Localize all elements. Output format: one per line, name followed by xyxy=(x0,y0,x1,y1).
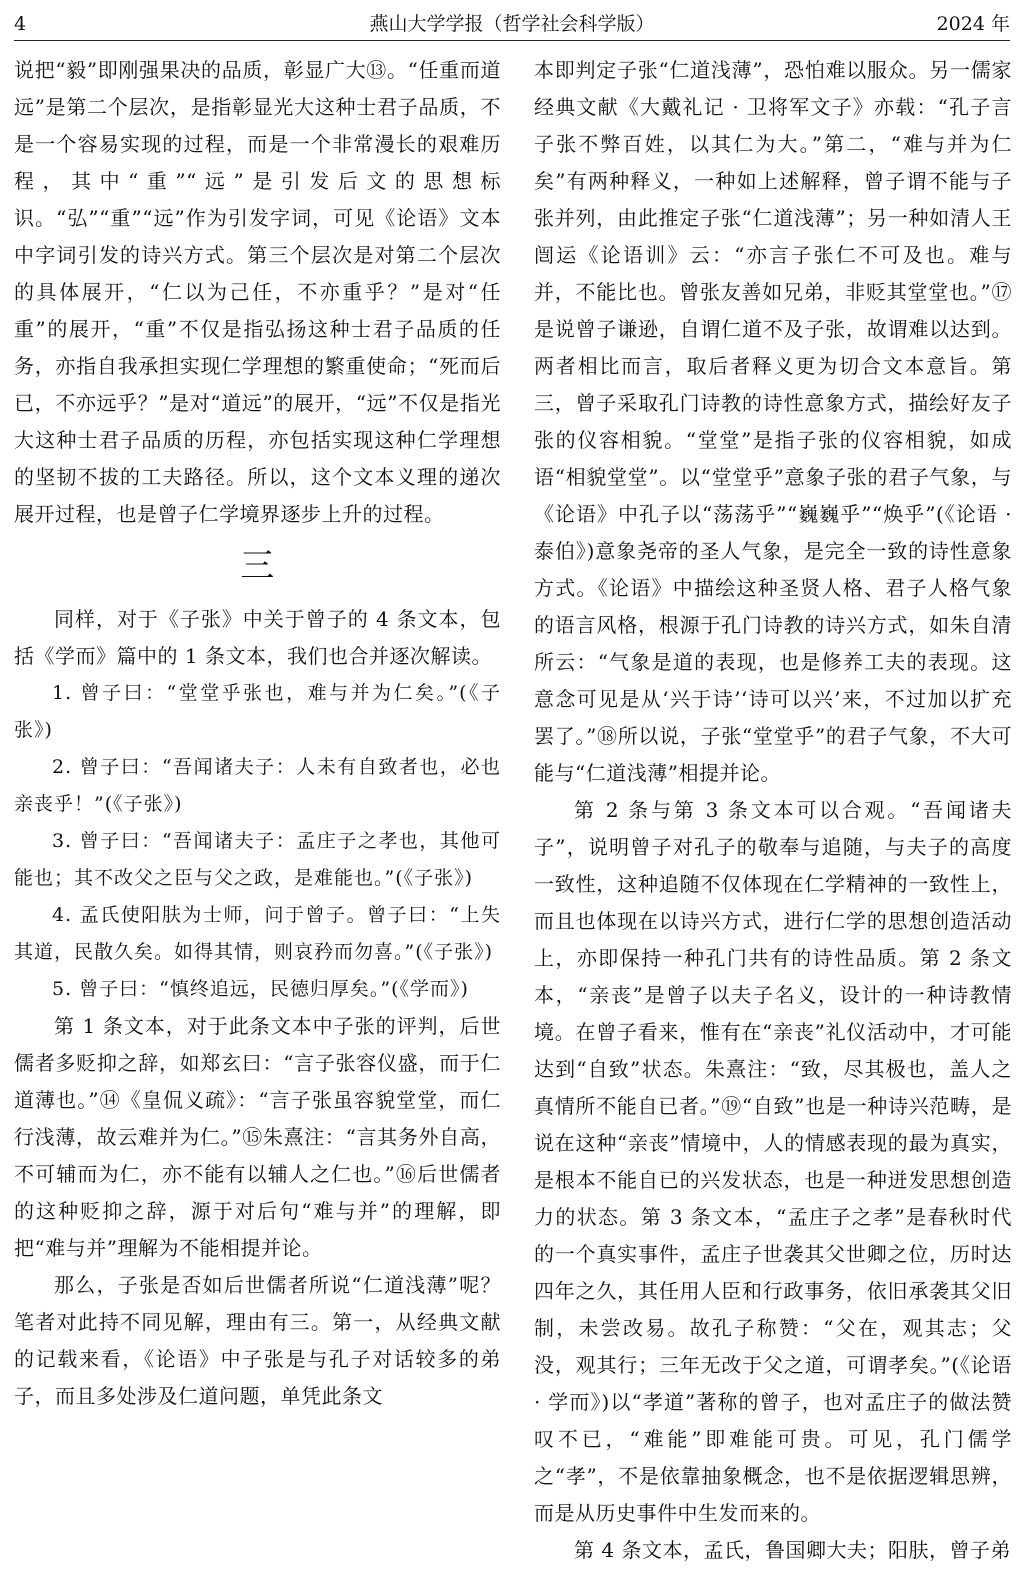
publication-year: 2024 年 xyxy=(936,13,1010,35)
paragraph: 那么，子张是否如后世儒者所说“仁道浅薄”呢？笔者对此持不同见解，理由有三。第一，从经典文献的记载来看，《论语》中子张是与孔子对话较多的弟子，而且多处涉及仁道问题，单凭此条文 xyxy=(14,1273,501,1408)
journal-title: 燕山大学学报（哲学社会科学版） xyxy=(369,13,655,35)
left-column xyxy=(14,52,501,1415)
quotation-item: 2. 曾子曰：“吾闻诸夫子：人未有自致者也，必也亲丧乎！”(《子张》) xyxy=(14,756,501,815)
paragraph: 本即判定子张“仁道浅薄”，恐怕难以服众。另一儒家经典文献《大戴礼记 · 卫将军文子》亦载：“孔子言子张不弊百姓，以其仁为大。”第二，“难与并为仁矣”有两种释义，一种如上述解释，曾子谓不能与子张并列，由此推定子张“仁道浅薄”；另一种如清人王闿运《论语训》云：“亦言子张仁不可及也。难与并，不能比也。曾张友善如兄弟，非贬其堂堂也。”⑰是说曾子谦逊，自谓仁道不及子张，故谓难以达到。两者相比而言，取后者释义更为切合文本意旨。第三，曾子采取孔门诗教的诗性意象方式，描绘好友子张的仪容相貌。“堂堂”是指子张的仪容相貌，如成语“相貌堂堂”。以“堂堂乎”意象子张的君子气象，与《论语》中孔子以“荡荡乎”“巍巍乎”“焕乎”(《论语 · 泰伯》)意象尧帝的圣人气象，是完全一致的诗性意象方式。《论语》中描绘这种圣贤人格、君子人格气象的语言风格，根源于孔门诗教的诗兴方式，如朱自清所云：“气象是道的表现，也是修养工夫的表现。这意念可见是从‘兴于诗’‘诗可以兴’来，不过加以扩充罢了。”⑱所以说，子张“堂堂乎”的君子气象，不大可能与“仁道浅薄”相提并论。 xyxy=(534,58,1012,785)
right-column xyxy=(534,52,1012,1569)
page-number: 4 xyxy=(14,13,27,35)
quotation-item: 5. 曾子曰：“慎终追远，民德归厚矣。”(《学而》) xyxy=(52,978,469,1000)
quotation-item: 3. 曾子曰：“吾闻诸夫子：孟庄子之孝也，其他可能也；其不改父之臣与父之政，是难能也。”(《子张》) xyxy=(14,830,501,889)
paragraph: 第 4 条文本，孟氏，鲁国卿大夫；阳肤，曾子弟 xyxy=(574,1538,1011,1562)
paragraph: 第 2 条与第 3 条文本可以合观。“吾闻诸夫子”，说明曾子对孔子的敬奉与追随，与夫子的高度一致性，这种追随不仅体现在仁学精神的一致性上，而且也体现在以诗兴方式，进行仁学的思想创造活动上，亦即保持一种孔门共有的诗性品质。第 2 条文本，“亲丧”是曾子以夫子名义，设计的一种诗教情境。在曾子看来，惟有在“亲丧”礼仪活动中，才可能达到“自致”状态。朱熹注：“致，尽其极也，盖人之真情所不能自已者。”⑲“自致”也是一种诗兴范畴，是说在这种“亲丧”情境中，人的情感表现的最为真实，是根本不能自已的兴发状态，也是一种迸发思想创造力的状态。第 3 条文本，“孟庄子之孝”是春秋时代的一个真实事件，孟庄子世袭其父世卿之位，历时达四年之久，其任用人臣和行政事务，依旧承袭其父旧制，未尝改易。故孔子称赞：“父在，观其志；父没，观其行；三年无改于父之道，可谓孝矣。”(《论语 · 学而》)以“孝道”著称的曾子，也对孟庄子的做法赞叹不已，“难能”即难能可贵。可见，孔门儒学之“孝”，不是依靠抽象概念，也不是依据逻辑思辨，而是从历史事件中生发而来的。 xyxy=(534,798,1012,1525)
quotation-item: 1. 曾子曰：“堂堂乎张也，难与并为仁矣。”(《子张》) xyxy=(14,682,501,741)
paragraph: 第 1 条文本，对于此条文本中子张的评判，后世儒者多贬抑之辞，如郑玄曰：“言子张容仪盛，而于仁道薄也。”⑭《皇侃义疏》：“言子张虽容貌堂堂，而仁行浅薄，故云难并为仁。”⑮朱熹注：“言其务外自高，不可辅而为仁，亦不能有以辅人之仁也。”⑯后世儒者的这种贬抑之辞，源于对后句“难与并”的理解，即把“难与并”理解为不能相提并论。 xyxy=(14,1014,501,1260)
paragraph: 同样，对于《子张》中关于曾子的 4 条文本，包括《学而》篇中的 1 条文本，我们也合并逐次解读。 xyxy=(14,607,501,668)
section-heading: 三 xyxy=(240,546,275,586)
paragraph: 说把“毅”即刚强果决的品质，彰显广大⑬。“任重而道远”是第二个层次，是指彰显光大这种士君子品质，不是一个容易实现的过程，而是一个非常漫长的艰难历程，其中“重”“远”是引发后文的思想标识。“弘”“重”“远”作为引发字词，可见《论语》文本中字词引发的诗兴方式。第三个层次是对第二个层次的具体展开，“仁以为己任，不亦重乎？”是对“任重”的展开，“重”不仅是指弘扬这种士君子品质的任务，亦指自我承担实现仁学理想的繁重使命；“死而后已，不亦远乎？”是对“道远”的展开，“远”不仅是指光大这种士君子品质的历程，亦包括实现这种仁学理想的坚韧不拔的工夫路径。所以，这个文本义理的递次展开过程，也是曾子仁学境界逐步上升的过程。 xyxy=(14,58,501,526)
quotation-item: 4. 孟氏使阳肤为士师，问于曾子。曾子曰：“上失其道，民散久矣。如得其情，则哀矜而勿喜。”(《子张》) xyxy=(14,904,501,963)
running-header xyxy=(14,10,1010,41)
